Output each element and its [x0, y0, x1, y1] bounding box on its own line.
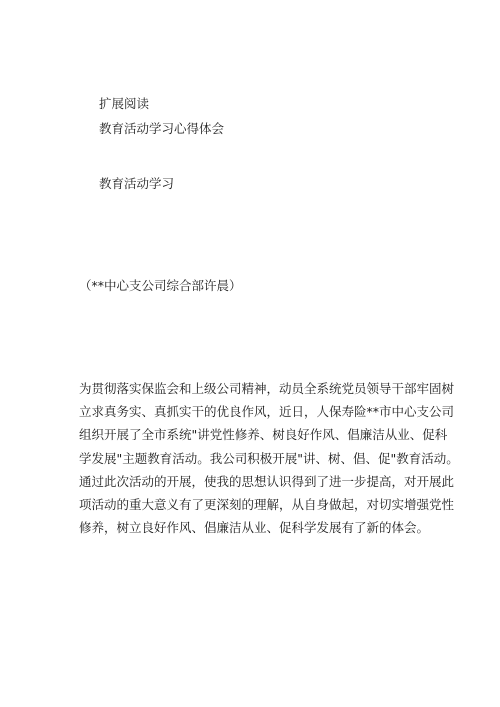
author-attribution: （**中心支公司综合部许晨）	[79, 278, 242, 293]
body-line: 通过此次活动的开展，使我的思想认识得到了进一步提高，对开展此	[79, 473, 455, 489]
body-line: 为贯彻落实保监会和上级公司精神，动员全系统党员领导干部牢固树	[79, 381, 455, 396]
body-line: 学发展"主题教育活动。我公司积极开展"讲、树、倡、促"教育活动。	[79, 450, 459, 466]
extended-reading-label: 扩展阅读	[99, 96, 150, 111]
body-line: 项活动的重大意义有了更深刻的理解，从自身做起，对切实增强党性	[79, 496, 455, 512]
document-title: 教育活动学习心得体会	[99, 121, 225, 136]
body-line: 立求真务实、真抓实干的优良作风，近日，人保寿险**市中心支公司	[79, 404, 455, 420]
document-subtitle: 教育活动学习	[99, 176, 175, 191]
body-paragraph	[79, 380, 459, 542]
body-line: 修养，树立良好作风、倡廉洁从业、促科学发展有了新的体会。	[79, 520, 430, 536]
body-line: 组织开展了全市系统"讲党性修养、树良好作风、倡廉洁从业、促科	[79, 427, 448, 443]
